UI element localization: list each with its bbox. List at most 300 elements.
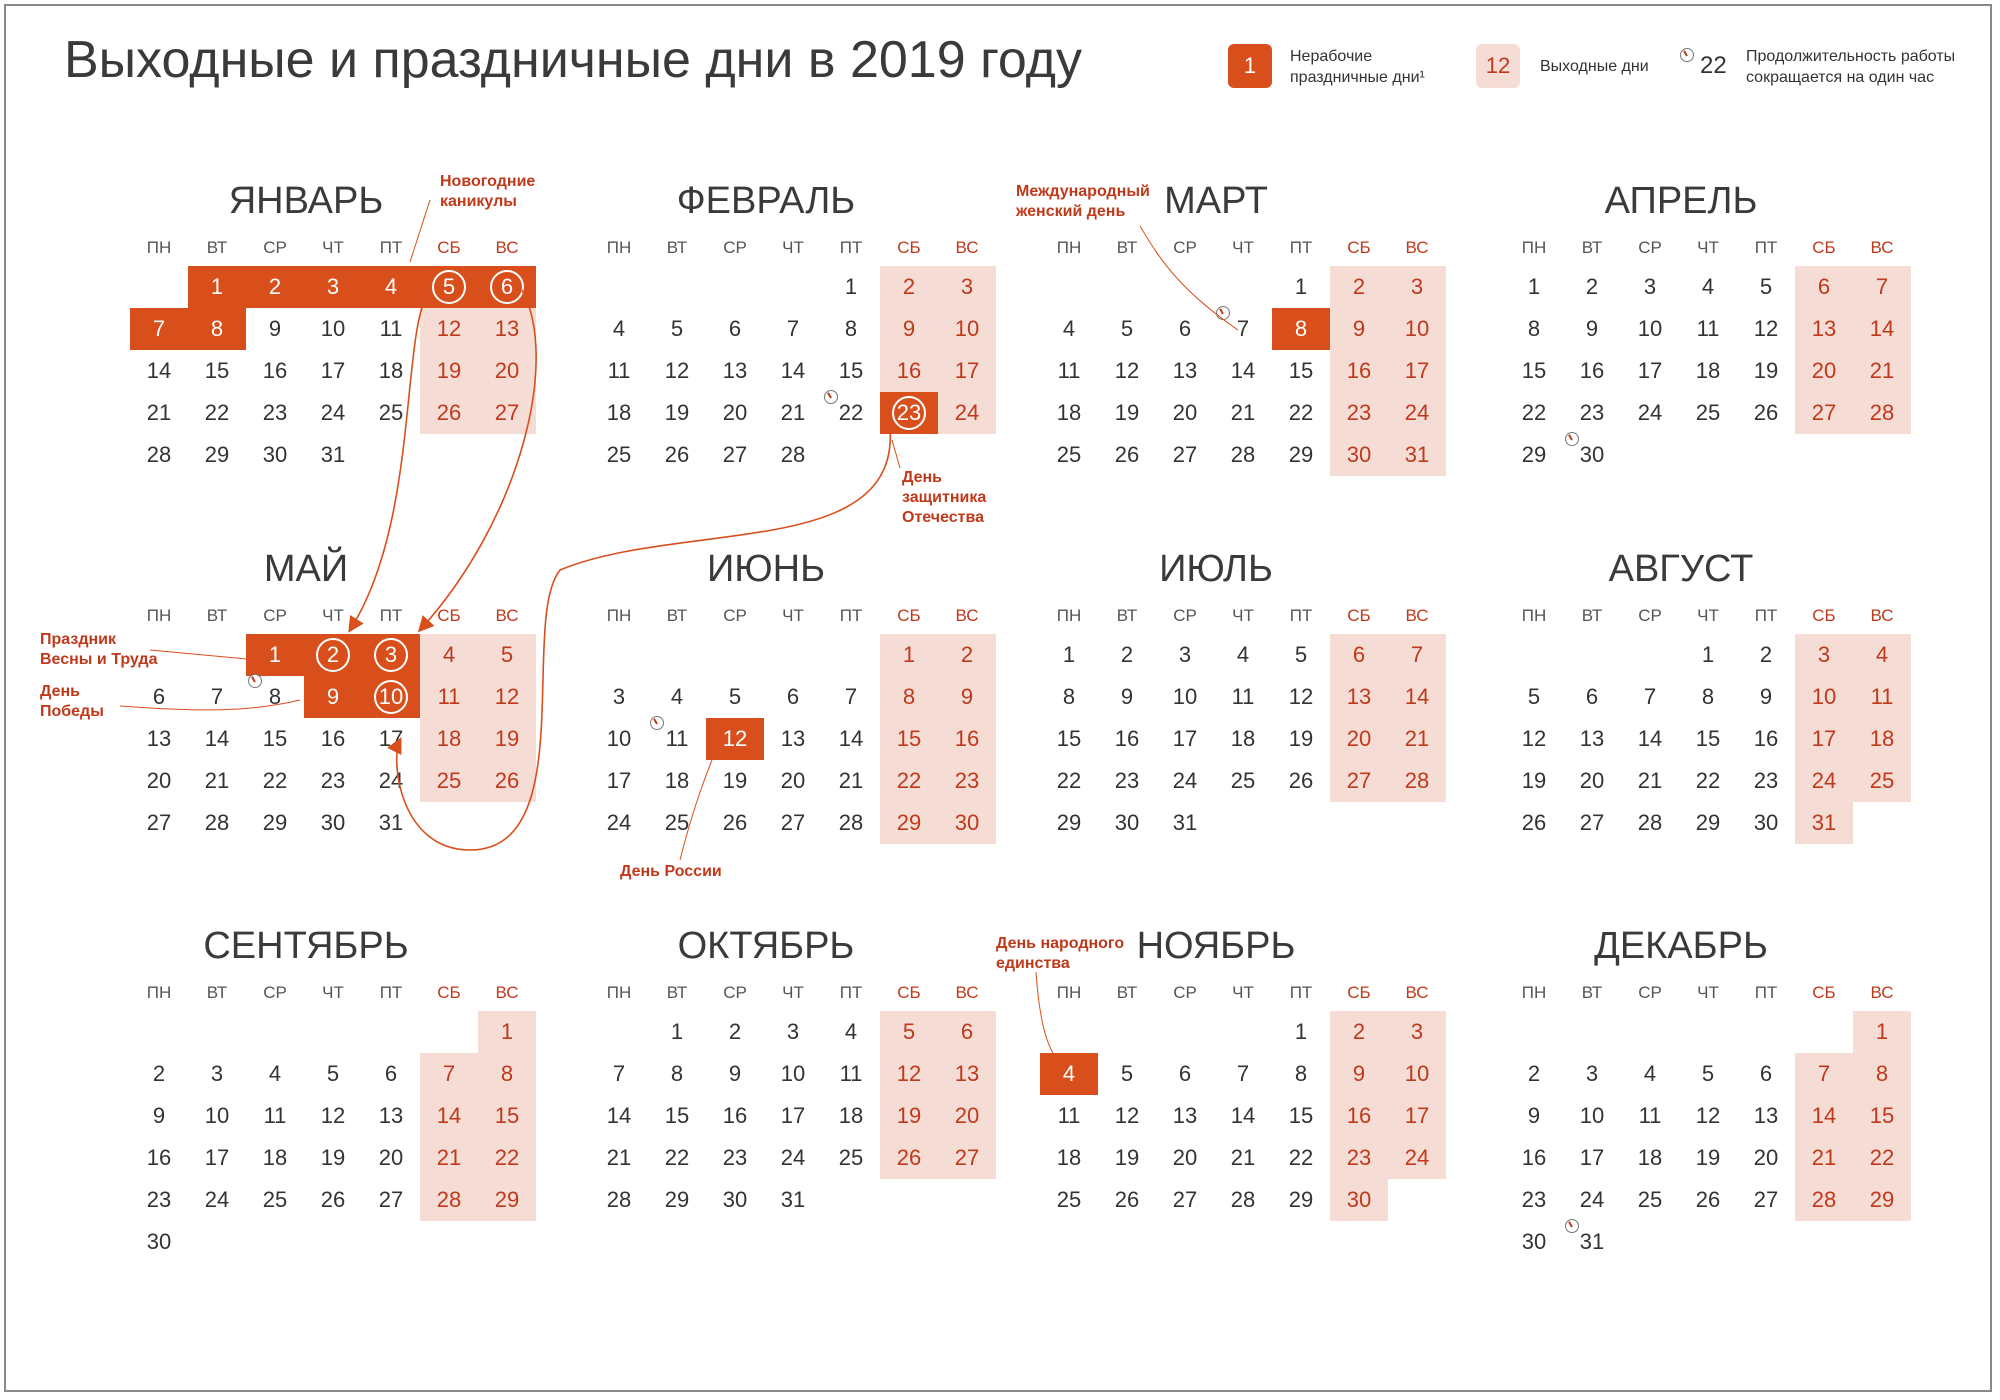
day-cell: 18 (1056, 1145, 1082, 1170)
weekday-header: ПН (1056, 238, 1082, 257)
day-cell: 28 (1869, 400, 1895, 425)
day-cell: 28 (204, 810, 230, 835)
month-name: АВГУСТ (1608, 548, 1754, 590)
day-cell: 1 (902, 642, 916, 667)
day-cell: 12 (1695, 1103, 1721, 1128)
weekday-header: ПТ (379, 238, 403, 257)
legend-weekend-swatch: 12 (1476, 44, 1520, 88)
day-cell: 3 (210, 1061, 224, 1086)
day-cell: 24 (780, 1145, 806, 1170)
day-cell: 27 (146, 810, 172, 835)
day-cell: 18 (378, 358, 404, 383)
day-cell: 16 (1753, 726, 1779, 751)
day-cell: 18 (664, 768, 690, 793)
day-cell: 11 (1231, 684, 1255, 709)
weekday-header: ПТ (839, 983, 863, 1002)
weekday-header: СР (1638, 238, 1662, 257)
day-cell: 20 (494, 358, 520, 383)
day-cell: 20 (954, 1103, 980, 1128)
day-cell: 17 (1637, 358, 1663, 383)
day-cell: 31 (320, 442, 346, 467)
day-cell: 23 (722, 1145, 748, 1170)
day-cell: 10 (954, 316, 980, 341)
weekday-header: СБ (897, 606, 921, 625)
day-cell: 12 (1521, 726, 1547, 751)
day-cell: 3 (612, 684, 626, 709)
short-day-clock-icon (650, 716, 664, 730)
weekday-header: ЧТ (782, 983, 804, 1002)
day-cell: 12 (320, 1103, 346, 1128)
day-cell: 1 (500, 1019, 514, 1044)
weekday-header: СР (1173, 983, 1197, 1002)
short-day-clock-icon (1216, 306, 1230, 320)
day-cell: 21 (780, 400, 806, 425)
weekday-header: СР (723, 983, 747, 1002)
weekday-header: СБ (437, 606, 461, 625)
day-cell: 23 (1346, 1145, 1372, 1170)
short-day-clock-icon (1565, 432, 1579, 446)
month-3 (1040, 180, 1450, 520)
month-name: МАРТ (1164, 180, 1268, 222)
weekday-header: ВС (495, 606, 519, 625)
day-cell: 30 (954, 810, 980, 835)
day-cell: 11 (839, 1061, 863, 1086)
month-7 (1040, 548, 1450, 888)
day-cell: 2 (1120, 642, 1134, 667)
weekday-header: ПТ (1289, 983, 1313, 1002)
day-cell: 26 (436, 400, 462, 425)
day-cell: 20 (146, 768, 172, 793)
day-cell: 12 (722, 726, 748, 751)
day-cell: 25 (378, 400, 404, 425)
day-cell: 11 (607, 358, 631, 383)
weekday-header: ВТ (1116, 238, 1138, 257)
day-cell: 28 (838, 810, 864, 835)
weekday-header: ВТ (1581, 606, 1603, 625)
day-cell: 22 (1521, 400, 1547, 425)
month-4 (1505, 180, 1915, 520)
day-cell: 1 (844, 274, 858, 299)
day-cell: 26 (320, 1187, 346, 1212)
day-cell: 27 (1753, 1187, 1779, 1212)
holiday-ring (316, 638, 350, 672)
day-cell: 20 (1172, 1145, 1198, 1170)
day-cell: 7 (152, 316, 166, 341)
weekday-header: ВТ (206, 606, 228, 625)
day-cell: 19 (1521, 768, 1547, 793)
holiday-ring (490, 270, 524, 304)
day-cell: 6 (786, 684, 800, 709)
day-cell: 16 (320, 726, 346, 751)
day-cell: 5 (1701, 1061, 1715, 1086)
day-cell: 5 (1120, 1061, 1134, 1086)
day-cell: 24 (606, 810, 632, 835)
weekday-header: ПН (146, 983, 172, 1002)
day-cell: 25 (1695, 400, 1721, 425)
day-cell: 4 (670, 684, 684, 709)
weekday-header: ПТ (839, 606, 863, 625)
day-cell: 29 (1869, 1187, 1895, 1212)
day-cell: 17 (780, 1103, 806, 1128)
day-cell: 3 (786, 1019, 800, 1044)
day-cell: 16 (722, 1103, 748, 1128)
day-cell: 28 (1230, 442, 1256, 467)
weekday-header: ВС (1405, 238, 1429, 257)
day-cell: 18 (1637, 1145, 1663, 1170)
day-cell: 20 (780, 768, 806, 793)
day-cell: 18 (606, 400, 632, 425)
weekday-header: ПН (146, 238, 172, 257)
day-cell: 29 (664, 1187, 690, 1212)
day-cell: 8 (210, 316, 224, 341)
short-day-clock-icon (248, 674, 262, 688)
annotation-defender-day: День защитника Отечества (902, 469, 987, 526)
day-cell: 5 (670, 316, 684, 341)
day-cell: 29 (262, 810, 288, 835)
day-cell: 9 (902, 316, 916, 341)
weekday-header: СР (723, 238, 747, 257)
day-cell: 4 (844, 1019, 858, 1044)
day-cell: 26 (722, 810, 748, 835)
day-cell: 13 (1172, 1103, 1198, 1128)
annotation-womens-day: Международный женский день (1016, 183, 1150, 220)
day-cell: 6 (1585, 684, 1599, 709)
day-cell: 15 (1869, 1103, 1895, 1128)
day-cell: 14 (436, 1103, 462, 1128)
day-cell: 15 (494, 1103, 520, 1128)
day-cell: 27 (1172, 442, 1198, 467)
month-9 (130, 925, 540, 1265)
day-cell: 17 (1579, 1145, 1605, 1170)
day-cell: 22 (262, 768, 288, 793)
day-cell: 10 (204, 1103, 230, 1128)
day-cell: 16 (1521, 1145, 1547, 1170)
day-cell: 8 (1294, 1061, 1308, 1086)
day-cell: 1 (1294, 274, 1308, 299)
holiday-ring (432, 270, 466, 304)
day-cell: 28 (780, 442, 806, 467)
day-cell: 2 (326, 642, 340, 667)
day-cell: 24 (1404, 400, 1430, 425)
day-cell: 29 (1521, 442, 1547, 467)
weekday-header: ВС (955, 606, 979, 625)
weekday-header: СР (263, 238, 287, 257)
day-cell: 25 (1056, 1187, 1082, 1212)
day-cell: 11 (379, 316, 403, 341)
day-cell: 28 (1637, 810, 1663, 835)
day-cell: 15 (262, 726, 288, 751)
day-cell: 24 (954, 400, 980, 425)
weekday-header: СБ (897, 238, 921, 257)
day-cell: 11 (437, 684, 461, 709)
day-cell: 8 (500, 1061, 514, 1086)
month-6 (590, 548, 1000, 888)
weekday-header: СБ (897, 983, 921, 1002)
day-cell: 21 (1230, 1145, 1256, 1170)
day-cell: 1 (1294, 1019, 1308, 1044)
day-cell: 3 (1817, 642, 1831, 667)
weekday-header: СР (1638, 606, 1662, 625)
weekday-header: ЧТ (322, 983, 344, 1002)
day-cell: 16 (896, 358, 922, 383)
day-cell: 8 (1294, 316, 1308, 341)
weekday-header: ПН (1521, 983, 1547, 1002)
day-cell: 11 (1696, 316, 1720, 341)
weekday-header: СБ (437, 983, 461, 1002)
day-cell: 25 (838, 1145, 864, 1170)
day-cell: 6 (1817, 274, 1831, 299)
day-cell: 10 (378, 684, 404, 709)
day-cell: 1 (268, 642, 282, 667)
day-cell: 31 (1404, 442, 1430, 467)
annotation-new-year-holidays: Новогодние каникулы (440, 173, 536, 210)
weekday-header: ЧТ (1697, 983, 1719, 1002)
day-cell: 7 (786, 316, 800, 341)
day-cell: 3 (1643, 274, 1657, 299)
day-cell: 20 (722, 400, 748, 425)
weekday-header: ПТ (1754, 606, 1778, 625)
day-cell: 21 (1404, 726, 1430, 751)
day-cell: 2 (1759, 642, 1773, 667)
day-cell: 13 (1346, 684, 1372, 709)
day-cell: 24 (1172, 768, 1198, 793)
day-cell: 7 (442, 1061, 456, 1086)
month-name: ИЮЛЬ (1159, 548, 1273, 590)
day-cell: 25 (436, 768, 462, 793)
day-cell: 9 (1120, 684, 1134, 709)
day-cell: 23 (1521, 1187, 1547, 1212)
day-cell: 23 (262, 400, 288, 425)
day-cell: 25 (1230, 768, 1256, 793)
day-cell: 12 (436, 316, 462, 341)
day-cell: 14 (1404, 684, 1430, 709)
day-cell: 21 (436, 1145, 462, 1170)
day-cell: 14 (204, 726, 230, 751)
day-cell: 27 (1579, 810, 1605, 835)
day-cell: 10 (320, 316, 346, 341)
day-cell: 28 (606, 1187, 632, 1212)
day-cell: 30 (146, 1229, 172, 1254)
day-cell: 19 (494, 726, 520, 751)
day-cell: 21 (146, 400, 172, 425)
weekday-header: СБ (1347, 238, 1371, 257)
day-cell: 14 (1811, 1103, 1837, 1128)
day-cell: 7 (1410, 642, 1424, 667)
day-cell: 24 (1404, 1145, 1430, 1170)
day-cell: 6 (1178, 316, 1192, 341)
day-cell: 15 (1695, 726, 1721, 751)
day-cell: 24 (1579, 1187, 1605, 1212)
weekday-header: ВТ (206, 238, 228, 257)
day-cell: 13 (1811, 316, 1837, 341)
day-cell: 10 (1811, 684, 1837, 709)
day-cell: 12 (896, 1061, 922, 1086)
day-cell: 13 (1172, 358, 1198, 383)
day-cell: 3 (1410, 1019, 1424, 1044)
day-cell: 20 (1753, 1145, 1779, 1170)
day-cell: 22 (1288, 400, 1314, 425)
day-cell: 12 (664, 358, 690, 383)
weekday-header: ПТ (1289, 606, 1313, 625)
annotation-russia-day: День России (620, 863, 722, 880)
day-cell: 21 (1869, 358, 1895, 383)
day-cell: 23 (954, 768, 980, 793)
weekday-header: ПН (1056, 606, 1082, 625)
weekday-header: ЧТ (322, 238, 344, 257)
day-cell: 19 (1695, 1145, 1721, 1170)
annotation-unity-day: День народного единства (996, 935, 1125, 972)
day-cell: 17 (1811, 726, 1837, 751)
day-cell: 9 (152, 1103, 166, 1128)
weekday-header: СБ (1812, 983, 1836, 1002)
day-cell: 17 (954, 358, 980, 383)
day-cell: 17 (1404, 358, 1430, 383)
day-cell: 20 (1579, 768, 1605, 793)
day-cell: 4 (268, 1061, 282, 1086)
weekday-header: ВС (955, 983, 979, 1002)
day-cell: 16 (1114, 726, 1140, 751)
day-cell: 14 (146, 358, 172, 383)
day-cell: 25 (262, 1187, 288, 1212)
day-cell: 6 (500, 274, 514, 299)
day-cell: 16 (1346, 1103, 1372, 1128)
day-cell: 7 (1236, 316, 1250, 341)
day-cell: 15 (1288, 358, 1314, 383)
day-cell: 13 (780, 726, 806, 751)
day-cell: 28 (1811, 1187, 1837, 1212)
day-cell: 18 (436, 726, 462, 751)
day-cell: 1 (1062, 642, 1076, 667)
day-cell: 15 (896, 726, 922, 751)
day-cell: 4 (1236, 642, 1250, 667)
day-cell: 18 (1230, 726, 1256, 751)
day-cell: 1 (1527, 274, 1541, 299)
day-cell: 20 (1811, 358, 1837, 383)
day-cell: 18 (1869, 726, 1895, 751)
weekday-header: ЧТ (322, 606, 344, 625)
day-cell: 26 (896, 1145, 922, 1170)
day-cell: 8 (268, 684, 282, 709)
weekday-header: ЧТ (1697, 606, 1719, 625)
day-cell: 14 (1230, 1103, 1256, 1128)
day-cell: 22 (1056, 768, 1082, 793)
day-cell: 30 (1114, 810, 1140, 835)
day-cell: 24 (204, 1187, 230, 1212)
weekday-header: ПТ (379, 606, 403, 625)
day-cell: 2 (960, 642, 974, 667)
day-cell: 29 (204, 442, 230, 467)
day-cell: 9 (1352, 1061, 1366, 1086)
day-cell: 1 (1875, 1019, 1889, 1044)
day-cell: 14 (780, 358, 806, 383)
day-cell: 4 (1701, 274, 1715, 299)
day-cell: 4 (612, 316, 626, 341)
weekday-header: ВС (1870, 606, 1894, 625)
day-cell: 29 (1288, 1187, 1314, 1212)
day-cell: 7 (844, 684, 858, 709)
day-cell: 24 (320, 400, 346, 425)
day-cell: 14 (606, 1103, 632, 1128)
day-cell: 27 (494, 400, 520, 425)
day-cell: 26 (1521, 810, 1547, 835)
day-cell: 26 (1695, 1187, 1721, 1212)
day-cell: 30 (1753, 810, 1779, 835)
day-cell: 27 (378, 1187, 404, 1212)
day-cell: 19 (1753, 358, 1779, 383)
day-cell: 6 (152, 684, 166, 709)
day-cell: 2 (902, 274, 916, 299)
day-cell: 2 (1527, 1061, 1541, 1086)
day-cell: 27 (780, 810, 806, 835)
weekday-header: СР (263, 983, 287, 1002)
holiday-ring (374, 680, 408, 714)
day-cell: 4 (442, 642, 456, 667)
month-name: СЕНТЯБРЬ (203, 925, 409, 967)
day-cell: 19 (1288, 726, 1314, 751)
day-cell: 17 (204, 1145, 230, 1170)
weekday-header: ЧТ (782, 238, 804, 257)
day-cell: 27 (1172, 1187, 1198, 1212)
day-cell: 16 (146, 1145, 172, 1170)
day-cell: 18 (1695, 358, 1721, 383)
day-cell: 27 (1811, 400, 1837, 425)
holiday-ring (374, 638, 408, 672)
day-cell: 5 (442, 274, 456, 299)
day-cell: 19 (722, 768, 748, 793)
day-cell: 22 (1288, 1145, 1314, 1170)
weekday-header: ПН (606, 983, 632, 1002)
day-cell: 3 (326, 274, 340, 299)
month-1 (130, 180, 540, 520)
day-cell: 4 (384, 274, 398, 299)
weekday-header: ВТ (1116, 983, 1138, 1002)
day-cell: 9 (960, 684, 974, 709)
day-cell: 13 (494, 316, 520, 341)
weekday-header: ВТ (666, 238, 688, 257)
month-name: ОКТЯБРЬ (677, 925, 855, 967)
weekday-header: СБ (1347, 983, 1371, 1002)
day-cell: 29 (1056, 810, 1082, 835)
day-cell: 13 (146, 726, 172, 751)
day-cell: 15 (204, 358, 230, 383)
day-cell: 17 (606, 768, 632, 793)
weekday-header: ПТ (1289, 238, 1313, 257)
day-cell: 14 (1230, 358, 1256, 383)
day-cell: 21 (1637, 768, 1663, 793)
day-cell: 11 (1870, 684, 1894, 709)
day-cell: 2 (1352, 274, 1366, 299)
day-cell: 23 (1579, 400, 1605, 425)
day-cell: 15 (1288, 1103, 1314, 1128)
day-cell: 12 (1753, 316, 1779, 341)
day-cell: 30 (320, 810, 346, 835)
day-cell: 16 (954, 726, 980, 751)
weekday-header: ЧТ (1232, 983, 1254, 1002)
weekday-header: ВС (1870, 238, 1894, 257)
day-cell: 2 (728, 1019, 742, 1044)
day-cell: 31 (1172, 810, 1198, 835)
day-cell: 18 (838, 1103, 864, 1128)
day-cell: 2 (1585, 274, 1599, 299)
weekday-header: СР (263, 606, 287, 625)
day-cell: 13 (378, 1103, 404, 1128)
day-cell: 23 (1753, 768, 1779, 793)
weekday-header: ЧТ (1697, 238, 1719, 257)
day-cell: 30 (1346, 1187, 1372, 1212)
weekday-header: СБ (1812, 238, 1836, 257)
day-cell: 6 (728, 316, 742, 341)
weekday-header: ВС (1870, 983, 1894, 1002)
